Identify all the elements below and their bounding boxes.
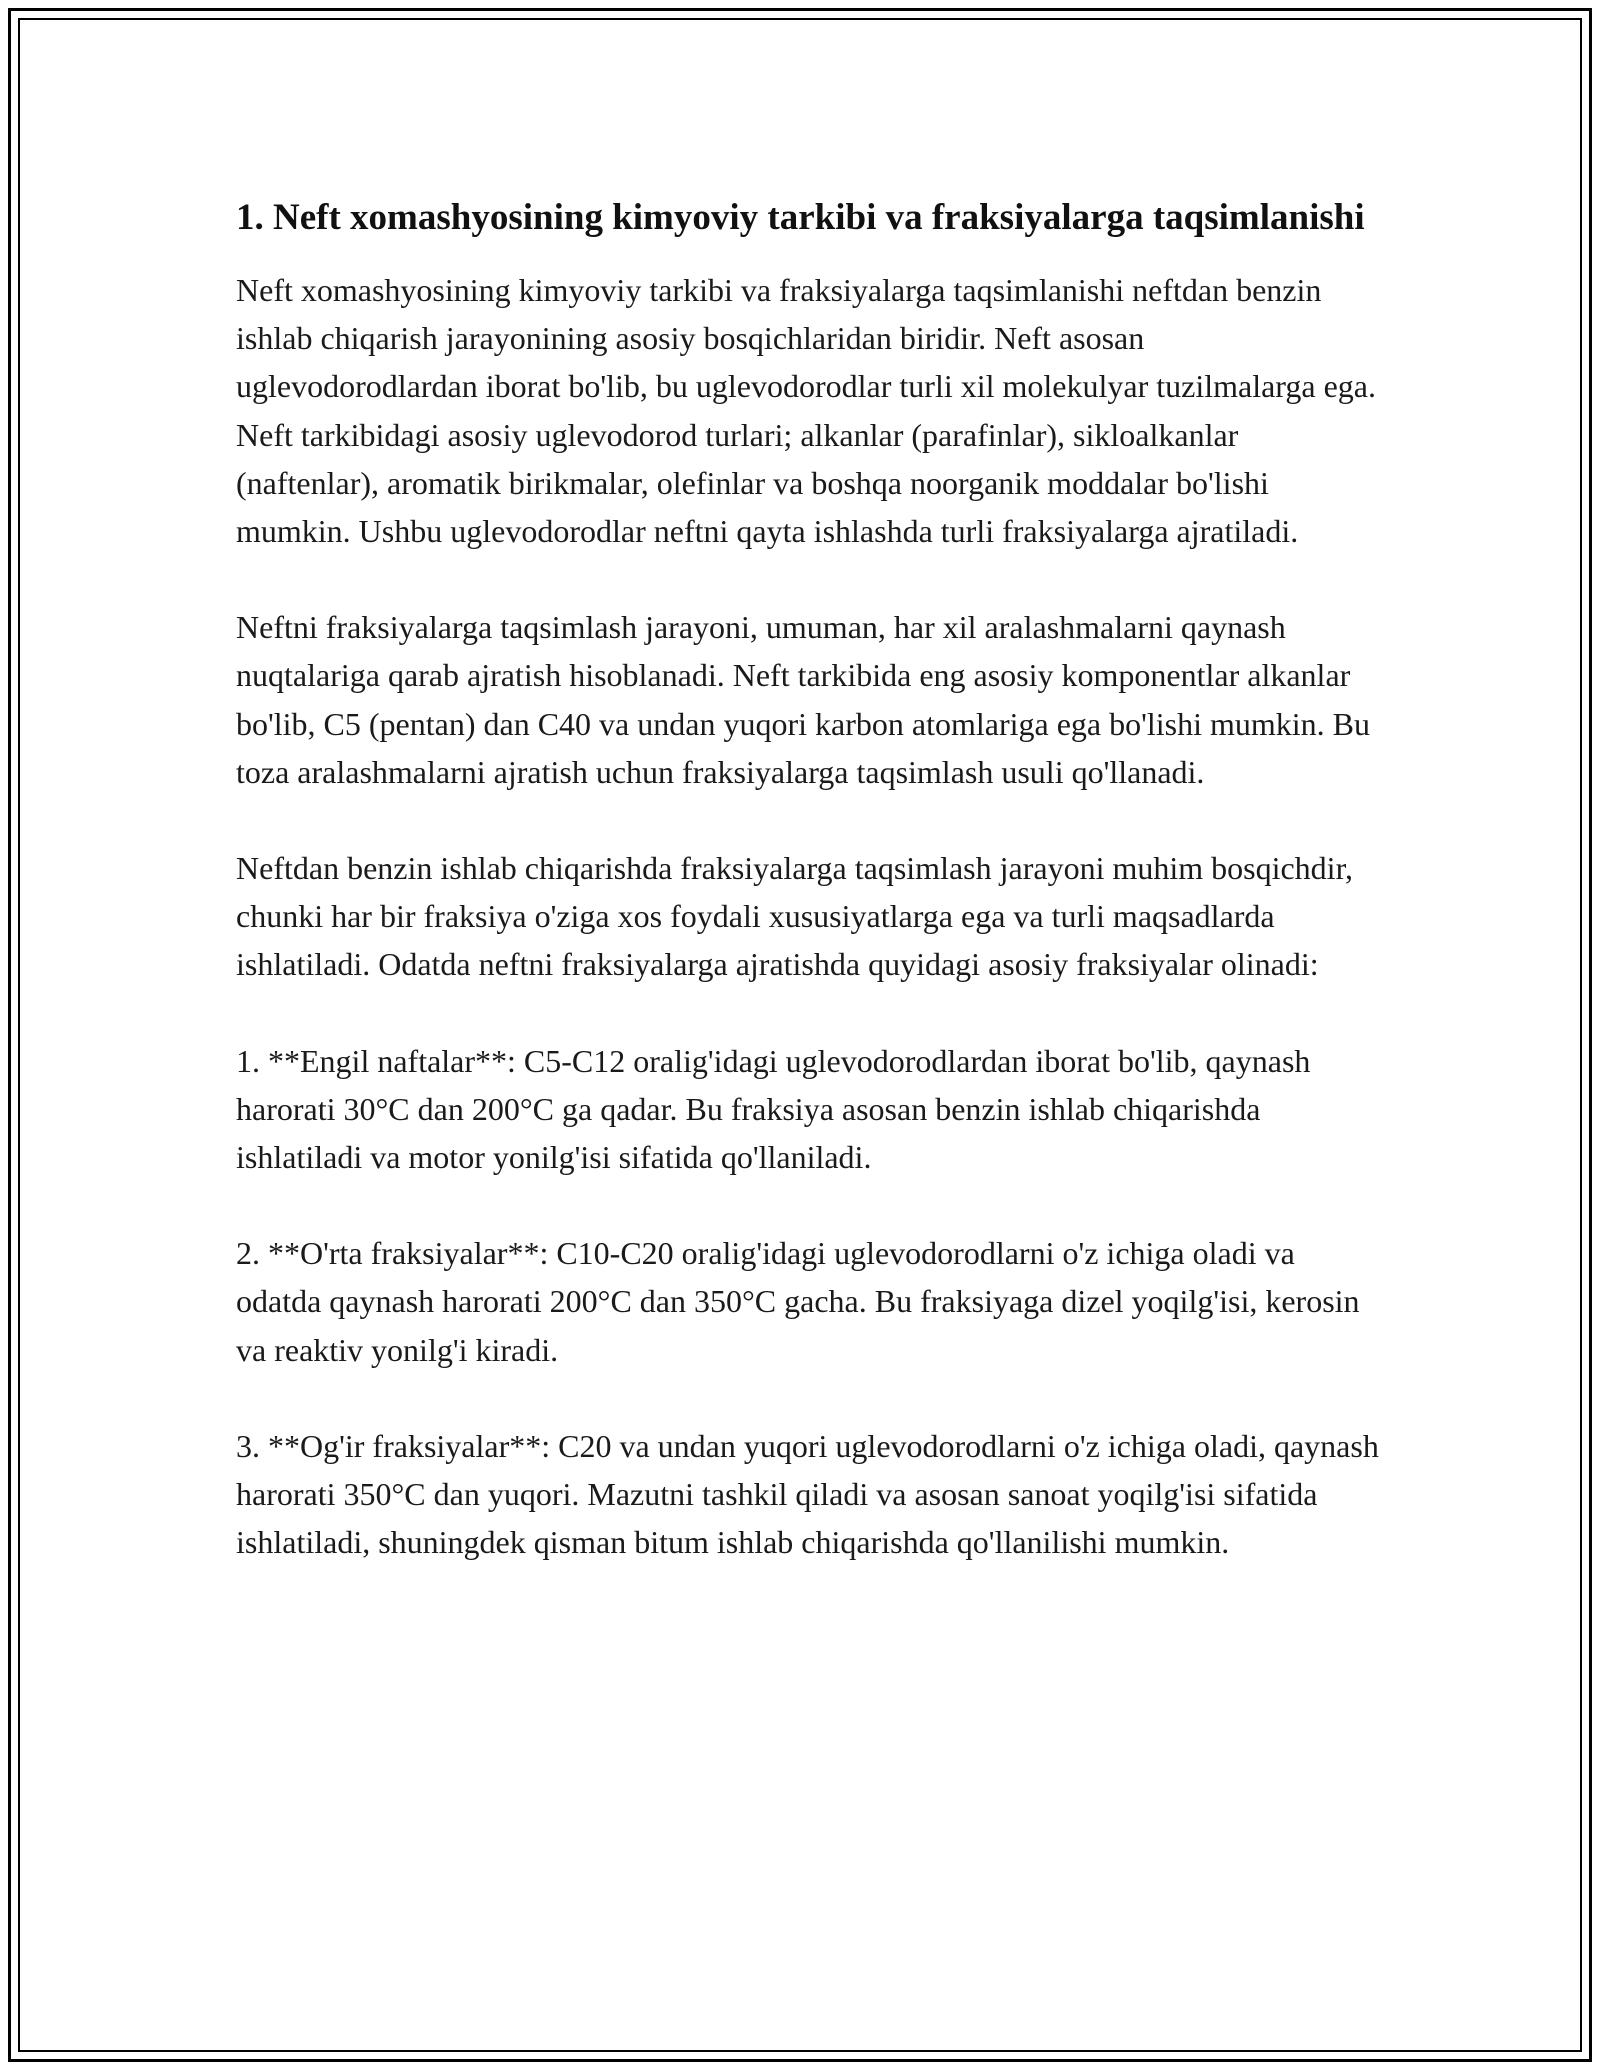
document-body bbox=[236, 190, 1386, 1614]
list-item-light-naphtha: 1. **Engil naftalar**: C5-C12 oralig'idagi uglevodorodlardan iborat bo'lib, qaynash harorati 30°C dan 200°C ga qadar. Bu fraksiya asosan benzin ishlab chiqarishda ishlatiladi va motor yonilg'isi sifatida qo'llaniladi. bbox=[236, 1042, 1311, 1176]
list-item-middle-fractions: 2. **O'rta fraksiyalar**: C10-C20 oralig'idagi uglevodorodlarni o'z ichiga oladi va odatda qaynash harorati 200°C dan 350°C gacha. Bu fraksiyaga dizel yoqilg'isi, kerosin va reaktiv yonilg'i kiradi. bbox=[236, 1235, 1360, 1368]
paragraph-main-fractions: Neftdan benzin ishlab chiqarishda fraksiyalarga taqsimlash jarayoni muhim bosqichdir, chunki har bir fraksiya o'ziga xos foydali xususiyatlarga ega va turli maqsadlarda ishlatiladi. Odatda neftni fraksiyalarga ajratishda quyidagi asosiy fraksiyalar olinadi: bbox=[236, 850, 1353, 983]
section-title: 1. Neft xomashyosining kimyoviy tarkibi va fraksiyalarga taqsimlanishi bbox=[236, 197, 1365, 238]
paragraph-fractionation: Neftni fraksiyalarga taqsimlash jarayoni, umuman, har xil aralashmalarni qaynash nuqtalariga qarab ajratish hisoblanadi. Neft tarkibida eng asosiy komponentlar alkanlar bo'lib, C5 (pentan) dan C40 va undan yuqori karbon atomlariga ega bo'lishi mumkin. Bu toza aralashmalarni ajratish uchun fraksiyalarga taqsimlash usuli qo'llanadi. bbox=[236, 609, 1370, 790]
list-item-heavy-fractions: 3. **Og'ir fraksiyalar**: C20 va undan yuqori uglevodorodlarni o'z ichiga oladi, qaynash harorati 350°C dan yuqori. Mazutni tashkil qiladi va asosan sanoat yoqilg'isi sifatida ishlatiladi, shuningdek qisman bitum ishlab chiqarishda qo'llanilishi mumkin. bbox=[236, 1427, 1379, 1561]
paragraph-intro: Neft xomashyosining kimyoviy tarkibi va fraksiyalarga taqsimlanishi neftdan benzin ishlab chiqarish jarayonining asosiy bosqichlaridan biridir. Neft asosan uglevodorodlardan iborat bo'lib, bu uglevodorodlar turli xil molekulyar tuzilmalarga ega. Neft tarkibidagi asosiy uglevodorod turlari; alkanlar (parafinlar), sikloalkanlar (naftenlar), aromatik birikmalar, olefinlar va boshqa noorganik moddalar bo'lishi mumkin. Ushbu uglevodorodlar neftni qayta ishlashda turli fraksiyalarga ajratiladi. bbox=[236, 272, 1376, 550]
